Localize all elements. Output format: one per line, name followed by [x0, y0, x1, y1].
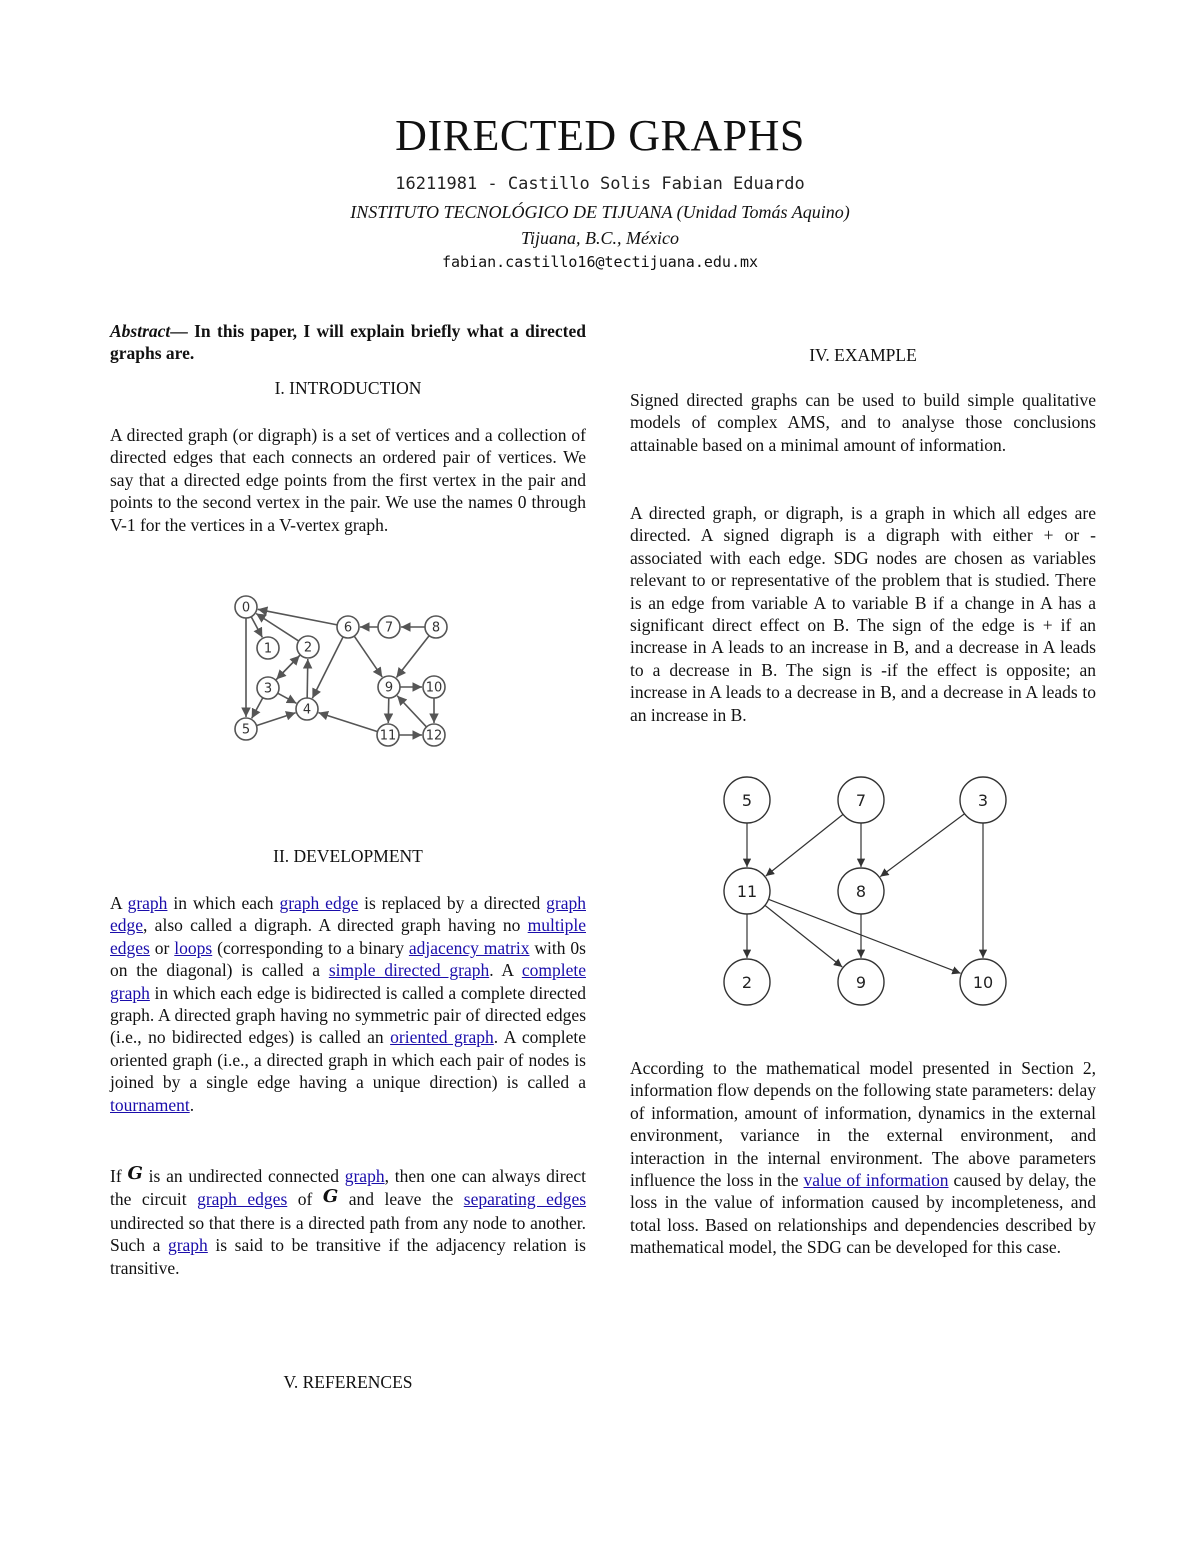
text-run: in which each	[167, 893, 280, 913]
link-graph[interactable]: graph	[127, 893, 168, 913]
text-run: . A complete oriented graph (i.e., a directed graph in which each pair of nodes is joined by a single edge having a unique direction) is called a	[110, 1027, 586, 1093]
node-8	[838, 868, 884, 914]
development-heading: II. DEVELOPMENT	[273, 846, 423, 866]
link-graph-edge-2[interactable]: graph edge	[110, 893, 586, 936]
node-3	[257, 677, 279, 699]
node-12	[423, 724, 445, 746]
affiliation: INSTITUTO TECNOLÓGICO DE TIJUANA (Unidad Tomás Aquino)	[350, 202, 850, 222]
svg-text:9: 9	[855, 972, 867, 992]
node-7	[378, 616, 400, 638]
text-run: According to the mathematical model presented in Section 2, information flow depends on the following state parameters: delay of information, amount of information, dynamics in the external environment, variance in the external environment, and interaction in the internal environment. The above parameters influence the loss in the	[630, 1058, 1096, 1191]
edge-7-to-11	[766, 814, 843, 876]
edge-11-to-4	[318, 713, 377, 732]
svg-text:10: 10	[972, 972, 994, 992]
link-tournament[interactable]: tournament	[110, 1094, 190, 1115]
edge-3-to-5	[252, 698, 263, 719]
svg-text:2: 2	[303, 640, 313, 656]
development-paragraph-1	[110, 892, 586, 1116]
text-run: A	[110, 893, 128, 913]
text-run: in which each edge is bidirected is called a complete directed graph. A directed graph having no symmetric pair of directed edges (i.e., no bidirected edges) is called an	[110, 982, 586, 1048]
node-6	[337, 616, 359, 638]
g-symbol: G	[322, 1186, 339, 1208]
svg-text:3: 3	[263, 681, 273, 697]
node-5	[235, 718, 257, 740]
text-run: is an undirected connected	[142, 1166, 345, 1186]
paper-title: DIRECTED GRAPHS	[395, 111, 805, 160]
text-run: of	[287, 1189, 323, 1210]
abstract-dash: —	[170, 321, 188, 341]
edge-11-to-9	[765, 905, 842, 967]
svg-text:4: 4	[302, 702, 312, 718]
abstract-text: In this paper, I will explain briefly what a directed graphs are.	[110, 321, 586, 364]
edge-0-to-1	[251, 617, 262, 638]
link-graph-edge[interactable]: graph edge	[279, 893, 359, 913]
node-4	[296, 698, 318, 720]
edge-3-to-2	[276, 656, 300, 681]
svg-text:7: 7	[855, 790, 867, 810]
svg-text:8: 8	[855, 881, 867, 901]
introduction-paragraph: A directed graph (or digraph) is a set of vertices and a collection of directed edges that each connects an ordered pair of vertices. We say that a directed edge points from the first vertex in the pair and points to the second vertex in the pair. We use the names 0 through V-1 for the vertices in a V-vertex graph.	[110, 425, 586, 535]
introduction-heading: I. INTRODUCTION	[274, 378, 422, 398]
abstract-label: Abstract	[110, 321, 171, 341]
link-loops[interactable]: loops	[174, 937, 213, 958]
text-run: .	[189, 1094, 195, 1115]
edge-6-to-9	[354, 636, 382, 677]
example-paragraph-2: A directed graph, or digraph, is a graph in which all edges are directed. A signed digraph is a digraph with either + or - associated with each edge. SDG nodes are chosen as variables relevant to or representative of the problem that is studied. There is an edge from variable A to variable B if a change in A has a significant direct effect on B. The sign of the edge is + if an increase in A leads to an increase in B, and a decrease in A leads to a decrease in B. The sign is -if the effect is opposite; an increase in A leads to a decrease in B, and a decrease in A leads to an increase in B.	[630, 503, 1096, 725]
link-simple-directed-graph[interactable]: simple directed graph	[328, 960, 490, 981]
svg-text:0: 0	[241, 600, 251, 616]
text-run: caused by delay, the loss in the value of information caused by incompleteness, and total loss. Based on relationships and dependencies described by mathematical model, the SDG can be developed for this case.	[630, 1170, 1096, 1258]
example-paragraph-1: Signed directed graphs can be used to build simple qualitative models of complex AMS, and to analyse those conclusions attainable based on a minimal amount of information.	[630, 390, 1096, 455]
svg-text:3: 3	[977, 790, 989, 810]
edge-8-to-9	[396, 636, 429, 678]
link-graph-edges[interactable]: graph edges	[197, 1189, 288, 1210]
edge-5-to-4	[256, 713, 295, 726]
link-value-of-information[interactable]: value of information	[803, 1170, 949, 1191]
references-heading: V. REFERENCES	[283, 1372, 413, 1392]
node-8	[425, 616, 447, 638]
node-5	[724, 777, 770, 823]
node-1	[257, 637, 279, 659]
svg-text:5: 5	[741, 790, 753, 810]
location: Tijuana, B.C., México	[521, 228, 679, 248]
svg-text:11: 11	[736, 881, 758, 901]
digraph-figure	[220, 588, 460, 753]
text-run: and leave the	[338, 1189, 464, 1210]
svg-text:10: 10	[425, 680, 443, 696]
link-oriented-graph[interactable]: oriented graph	[390, 1027, 494, 1048]
svg-text:7: 7	[384, 620, 394, 636]
text-run: . A	[489, 960, 522, 981]
svg-text:1: 1	[263, 641, 273, 657]
node-2	[724, 959, 770, 1005]
svg-text:11: 11	[379, 728, 397, 744]
node-11	[377, 724, 399, 746]
node-9	[378, 676, 400, 698]
development-paragraph-2	[110, 1165, 586, 1279]
svg-text:8: 8	[431, 620, 441, 636]
text-run: undirected so that there is a directed path from any node to another. Such a	[110, 1212, 586, 1256]
link-adjacency-matrix[interactable]: adjacency matrix	[408, 937, 530, 958]
node-11	[724, 868, 770, 914]
node-10	[423, 676, 445, 698]
link-graph-3[interactable]: graph	[167, 1235, 208, 1256]
example-paragraph-3	[630, 1057, 1096, 1259]
text-run: with 0s on the diagonal) is called a	[110, 937, 586, 981]
email: fabian.castillo16@tectijuana.edu.mx	[441, 253, 759, 271]
text-run: If	[110, 1166, 128, 1186]
node-2	[297, 636, 319, 658]
text-run: or	[149, 937, 175, 958]
text-run: is replaced by a directed	[358, 893, 547, 913]
node-3	[960, 777, 1006, 823]
example-heading: IV. EXAMPLE	[809, 345, 917, 365]
edge-3-to-4	[278, 693, 297, 703]
link-multiple-edges[interactable]: multiple edges	[110, 915, 586, 958]
text-run: , also called a digraph. A directed graph having no	[143, 915, 528, 936]
edge-3-to-8	[880, 814, 964, 877]
node-9	[838, 959, 884, 1005]
node-10	[960, 959, 1006, 1005]
edge-4-to-2	[307, 659, 308, 698]
link-graph-2[interactable]: graph	[344, 1166, 385, 1186]
svg-text:5: 5	[241, 722, 251, 738]
edge-9-to-11	[388, 698, 389, 723]
signed-digraph-figure	[715, 770, 1015, 1010]
svg-text:12: 12	[425, 728, 443, 744]
svg-text:6: 6	[343, 620, 353, 636]
text-run: (corresponding to a binary	[212, 937, 409, 958]
svg-text:2: 2	[741, 972, 753, 992]
link-complete-graph[interactable]: complete graph	[110, 960, 586, 1003]
abstract	[110, 320, 586, 365]
svg-text:9: 9	[384, 680, 394, 696]
node-7	[838, 777, 884, 823]
text-run: is said to be transitive if the adjacency relation is transitive.	[110, 1235, 586, 1278]
text-run: , then one can always direct the circuit	[110, 1166, 587, 1210]
g-symbol: G	[127, 1163, 143, 1184]
author-line: 16211981 - Castillo Solis Fabian Eduardo	[395, 174, 805, 194]
edge-12-to-9	[397, 696, 426, 727]
node-0	[235, 596, 257, 618]
link-separating-edges[interactable]: separating edges	[463, 1189, 587, 1210]
